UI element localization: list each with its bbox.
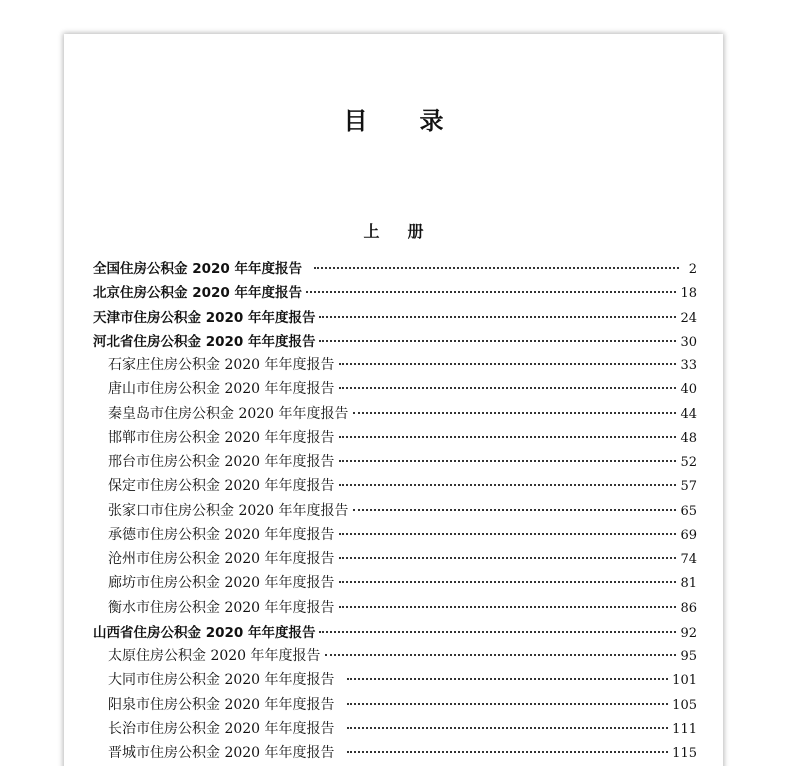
toc-page-number: 48 (680, 430, 697, 446)
toc-entry[interactable] (93, 281, 697, 305)
toc-entry[interactable] (93, 378, 697, 402)
toc-page-number: 40 (680, 382, 697, 398)
dot-leader (314, 267, 679, 269)
toc-entry-title: 衡水市住房公积金 2020 年年度报告 (108, 599, 335, 616)
toc-page-number: 74 (680, 552, 697, 567)
toc-page-number: 57 (680, 479, 697, 495)
dot-leader (347, 678, 669, 680)
toc-entry-title: 大同市住房公积金 2020 年年度报告 (108, 672, 335, 689)
toc-entry-title: 唐山市住房公积金 2020 年年度报告 (108, 381, 335, 398)
toc-page-number: 111 (672, 721, 697, 737)
toc-entry-title: 邢台市住房公积金 2020 年年度报告 (108, 454, 335, 470)
toc-page-number: 44 (680, 406, 697, 422)
toc-page-number: 92 (680, 625, 697, 641)
toc-entry-title: 河北省住房公积金 2020 年年度报告 (93, 333, 316, 350)
toc-entry-title: 保定市住房公积金 2020 年年度报告 (108, 478, 335, 495)
toc-entry[interactable] (93, 451, 697, 475)
toc-page-number: 95 (680, 649, 697, 664)
toc-page-number: 33 (680, 358, 697, 373)
toc-page-number: 101 (672, 673, 697, 689)
toc-entry[interactable] (93, 669, 697, 693)
dot-leader (339, 557, 677, 559)
document-page (64, 34, 723, 766)
toc-entry-title: 阳泉市住房公积金 2020 年年度报告 (108, 696, 335, 713)
toc-page-number: 65 (680, 503, 697, 519)
toc-entry-title: 石家庄住房公积金 2020 年年度报告 (108, 357, 335, 373)
toc-entry[interactable] (93, 403, 697, 427)
toc-entry[interactable] (93, 718, 697, 742)
toc-entry-title: 晋城市住房公积金 2020 年年度报告 (108, 745, 335, 761)
toc-page-number: 86 (680, 600, 697, 616)
toc-page-number: 2 (688, 262, 697, 277)
dot-leader (353, 412, 677, 414)
dot-leader (325, 654, 677, 656)
dot-leader (339, 606, 677, 608)
dot-leader (319, 316, 676, 318)
dot-leader (339, 363, 677, 365)
toc-entry-title: 秦皇岛市住房公积金 2020 年年度报告 (108, 405, 349, 422)
dot-leader (347, 703, 669, 705)
toc-entry-title: 山西省住房公积金 2020 年年度报告 (93, 624, 316, 641)
toc-page-number: 81 (680, 576, 697, 592)
toc-entry[interactable] (93, 524, 697, 548)
toc-entry[interactable] (93, 548, 697, 572)
dot-leader (306, 291, 676, 293)
toc-entry[interactable] (93, 475, 697, 499)
dot-leader (347, 727, 669, 729)
toc-page-number: 30 (680, 334, 697, 350)
dot-leader (339, 533, 677, 535)
dot-leader (353, 509, 677, 511)
toc-page-number: 115 (672, 746, 697, 761)
toc-entry-title: 太原住房公积金 2020 年年度报告 (108, 648, 321, 664)
dot-leader (339, 581, 677, 583)
toc-entry[interactable] (93, 742, 697, 766)
toc-entry[interactable] (93, 597, 697, 621)
page-title: 目录 (343, 106, 496, 135)
toc-entry-title: 承德市住房公积金 2020 年年度报告 (108, 526, 335, 543)
toc-entry[interactable] (93, 572, 697, 596)
toc-entry[interactable] (93, 257, 697, 281)
toc-entry-title: 张家口市住房公积金 2020 年年度报告 (108, 502, 349, 519)
dot-leader (339, 460, 677, 462)
table-of-contents (93, 257, 697, 766)
toc-entry-title: 长治市住房公积金 2020 年年度报告 (108, 720, 335, 737)
toc-entry-title: 天津市住房公积金 2020 年年度报告 (93, 309, 316, 326)
toc-entry-title: 北京住房公积金 2020 年年度报告 (93, 285, 302, 302)
toc-page-number: 69 (680, 527, 697, 543)
dot-leader (339, 436, 677, 438)
toc-entry[interactable] (93, 427, 697, 451)
toc-entry-title: 廊坊市住房公积金 2020 年年度报告 (108, 575, 335, 592)
dot-leader (319, 340, 676, 342)
toc-entry[interactable] (93, 354, 697, 378)
toc-entry[interactable] (93, 330, 697, 354)
toc-page-number: 18 (680, 286, 697, 302)
toc-page-number: 105 (672, 697, 697, 713)
toc-entry[interactable] (93, 500, 697, 524)
dot-leader (319, 631, 676, 633)
volume-heading: 上册 (363, 222, 452, 241)
toc-entry-title: 沧州市住房公积金 2020 年年度报告 (108, 551, 335, 567)
toc-entry[interactable] (93, 645, 697, 669)
dot-leader (339, 484, 677, 486)
toc-entry[interactable] (93, 306, 697, 330)
toc-entry-title: 全国住房公积金 2020 年年度报告 (93, 261, 302, 277)
dot-leader (347, 751, 669, 753)
toc-entry[interactable] (93, 621, 697, 645)
dot-leader (339, 387, 677, 389)
toc-page-number: 52 (680, 455, 697, 470)
toc-entry-title: 邯郸市住房公积金 2020 年年度报告 (108, 429, 335, 446)
toc-page-number: 24 (680, 310, 697, 326)
toc-entry[interactable] (93, 694, 697, 718)
